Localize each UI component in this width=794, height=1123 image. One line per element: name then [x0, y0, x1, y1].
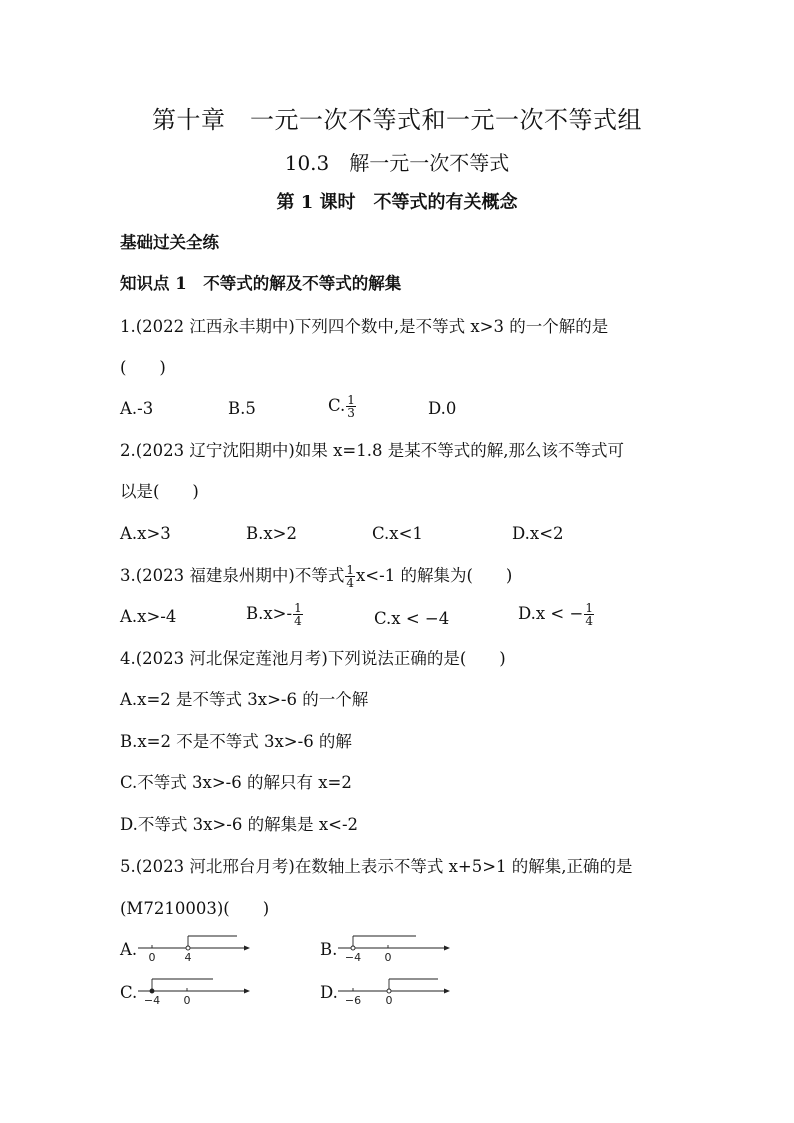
arrow-head [244, 946, 250, 951]
q1-stem-line2: ( ) [120, 358, 166, 377]
q3-option-b-label: B.x>- [246, 604, 293, 623]
q1-stem-line1: 1.(2022 江西永丰期中)下列四个数中,是不等式 x>3 的一个解的是 [120, 317, 609, 336]
tick-label: 0 [384, 951, 392, 964]
q1-option-c-label: C. [328, 396, 346, 415]
q3-option-a: A.x>-4 [120, 607, 177, 626]
tick-label: −6 [344, 994, 362, 1007]
q4-option-a: A.x=2 是不等式 3x>-6 的一个解 [120, 690, 369, 709]
q5-option-d-number-line [336, 973, 452, 1007]
q3-option-b-fraction: $\frac{1}{4}$ [294, 601, 302, 628]
q3-option-b [246, 602, 304, 627]
lesson-title: 第 1 课时 不等式的有关概念 [276, 192, 518, 213]
section-title: 10.3 解一元一次不等式 [284, 151, 510, 175]
q3-stem-pre: 3.(2023 福建泉州期中)不等式 [120, 566, 345, 585]
q3-option-d-label: D.x < − [518, 604, 584, 623]
q1-option-d: D.0 [428, 399, 457, 418]
q3-stem-fraction: $\frac{1}{4}$ [346, 563, 354, 590]
q5-option-b-number-line [336, 930, 452, 964]
q5-option-a-number-line [136, 930, 252, 964]
q2-stem-line2: 以是( ) [120, 482, 199, 501]
q5-option-a-label: A. [120, 940, 138, 959]
q1-option-b: B.5 [228, 399, 256, 418]
q2-option-a: A.x>3 [120, 524, 171, 543]
arrow-head [244, 989, 250, 994]
q1-option-c-fraction: $\frac{1}{3}$ [347, 393, 355, 420]
q3-option-d [518, 602, 595, 627]
tick-label: 0 [148, 951, 156, 964]
q3-stem-post: x<-1 的解集为( ) [356, 566, 513, 585]
open-endpoint [186, 946, 190, 950]
q2-stem-line1: 2.(2023 辽宁沈阳期中)如果 x=1.8 是某不等式的解,那么该不等式可 [120, 441, 624, 460]
tick-label: −4 [143, 994, 161, 1007]
q5-stem-line2: (M7210003)( ) [120, 899, 270, 918]
q3-option-d-fraction: $\frac{1}{4}$ [585, 601, 593, 628]
open-endpoint [387, 989, 391, 993]
q2-option-d: D.x<2 [512, 524, 564, 543]
q1-option-c [328, 394, 357, 419]
arrow-head [444, 989, 450, 994]
arrow-head [444, 946, 450, 951]
q2-option-c: C.x<1 [372, 524, 423, 543]
q5-stem-line1: 5.(2023 河北邢台月考)在数轴上表示不等式 x+5>1 的解集,正确的是 [120, 857, 633, 876]
q5-option-b-label: B. [320, 940, 338, 959]
q3-stem [120, 564, 512, 589]
q4-option-c: C.不等式 3x>-6 的解只有 x=2 [120, 773, 352, 792]
q1-option-a: A.-3 [120, 399, 154, 418]
tick-label: 0 [385, 994, 393, 1007]
chapter-title: 第十章 一元一次不等式和一元一次不等式组 [152, 106, 642, 134]
closed-endpoint [150, 989, 154, 993]
q4-stem: 4.(2023 河北保定莲池月考)下列说法正确的是( ) [120, 649, 506, 668]
q5-option-d-label: D. [320, 983, 338, 1002]
q5-option-c-label: C. [120, 983, 138, 1002]
q4-option-d: D.不等式 3x>-6 的解集是 x<-2 [120, 815, 359, 834]
tick-label: −4 [344, 951, 362, 964]
q2-option-b: B.x>2 [246, 524, 297, 543]
open-endpoint [351, 946, 355, 950]
tick-label: 4 [184, 951, 192, 964]
q4-option-b: B.x=2 不是不等式 3x>-6 的解 [120, 732, 352, 751]
q3-option-c: C.x < −4 [374, 609, 450, 628]
part-heading: 基础过关全练 [120, 233, 219, 252]
q5-option-c-number-line [136, 973, 252, 1007]
tick-label: 0 [183, 994, 191, 1007]
knowledge-point-heading: 知识点 1 不等式的解及不等式的解集 [120, 274, 402, 293]
